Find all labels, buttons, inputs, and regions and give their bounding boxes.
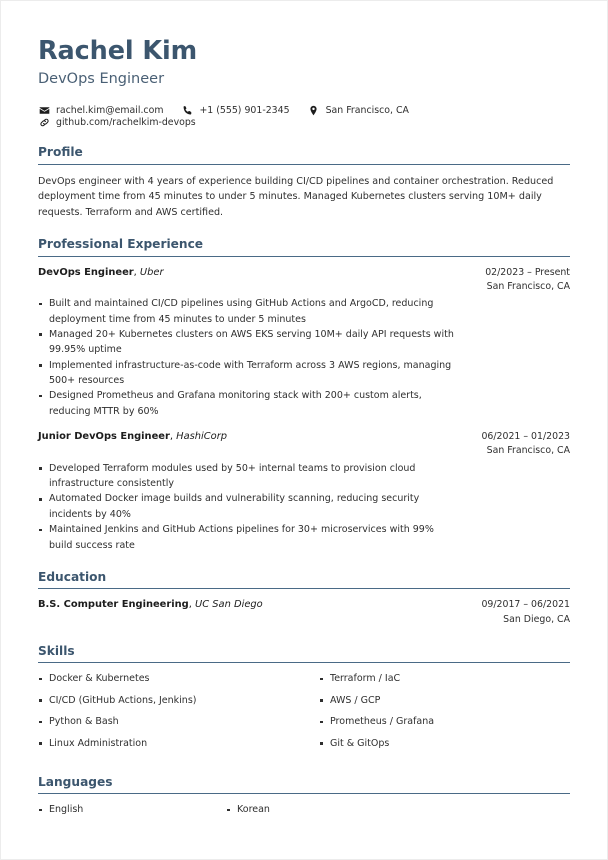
entry-title-block [38,598,481,612]
job-bullets [38,461,458,553]
section-languages [38,775,570,823]
entry-location: San Francisco, CA [486,445,570,457]
entry-separator: , [188,599,196,611]
candidate-name: Rachel Kim [38,36,198,66]
section-experience [38,237,570,553]
contact-item-envelope[interactable] [38,104,163,116]
education-entries [38,598,570,627]
section-title-profile: Profile [38,145,570,164]
job-bullet: Developed Terraform modules used by 50+ internal teams to provision cloud infrastructure consistently [38,461,458,492]
skill-item: Prometheus / Grafana [319,715,570,737]
entry-location: San Diego, CA [503,613,570,625]
entry-separator: , [133,266,140,278]
skill-item: Linux Administration [38,737,319,759]
contact-bar [38,104,570,128]
entry-title [38,598,467,612]
skill-item: Python & Bash [38,715,319,737]
experience-entries [38,266,570,553]
entry-meta [485,266,570,295]
job-bullets [38,296,458,419]
job-bullet: Managed 20+ Kubernetes clusters on AWS EKS serving 10M+ daily API requests with 99.95% uptime [38,327,458,358]
skills-list [38,672,570,758]
language-item: English [38,803,226,823]
profile-text: DevOps engineer with 4 years of experience building CI/CD pipelines and container orchestration. Reduced deployment time from 45 minutes to under 5 minutes. Managed Kubernetes clusters serving 10M+ daily requests. Terraform and AWS certified. [38,175,554,218]
job-company: Uber [139,266,164,278]
map-pin-icon [308,104,320,116]
entry-dates: 02/2023 – Present [485,266,570,278]
entry-title-block [38,430,481,444]
entry-header [38,598,570,627]
job-bullet: Automated Docker image builds and vulnerability scanning, reducing security incidents by 40% [38,491,458,522]
entry-title [38,430,467,444]
degree-name: B.S. Computer Engineering [38,599,189,611]
section-title-experience: Professional Experience [38,237,570,256]
envelope-icon [38,104,50,116]
contact-text: San Francisco, CA [325,104,409,116]
entry-header [38,430,570,459]
entry-dates: 06/2021 – 01/2023 [481,431,570,443]
candidate-headline: DevOps Engineer [38,71,165,88]
school-name: UC San Diego [195,599,263,611]
skill-item: AWS / GCP [319,694,570,716]
education-entry [38,598,570,627]
section-title-education: Education [38,570,570,589]
job-role: DevOps Engineer [38,266,134,278]
contact-item-link[interactable] [38,116,196,128]
contact-text: rachel.kim@email.com [56,104,164,116]
experience-entry [38,430,570,553]
section-skills [38,644,570,758]
contact-text: +1 (555) 901-2345 [199,104,290,116]
phone-icon [181,104,193,116]
language-item: Korean [226,803,570,823]
entry-header [38,266,570,295]
contact-item-phone[interactable] [181,104,289,116]
section-title-skills: Skills [38,644,570,663]
resume-header [38,37,570,128]
skill-item: Terraform / IaC [319,672,570,694]
skill-item: CI/CD (GitHub Actions, Jenkins) [38,694,319,716]
entry-separator: , [169,431,177,443]
link-icon [38,116,50,128]
skill-item: Git & GitOps [319,737,570,759]
entry-title [38,266,471,280]
contact-text: github.com/rachelkim-devops [56,116,196,128]
job-company: HashiCorp [176,431,228,443]
entry-dates: 09/2017 – 06/2021 [481,599,570,611]
job-bullet: Designed Prometheus and Grafana monitoring stack with 200+ custom alerts, reducing MTTR by 60% [38,388,458,419]
contact-item-map-pin[interactable] [308,104,409,116]
experience-entry [38,266,570,420]
section-profile [38,145,570,220]
languages-list [38,803,570,823]
entry-location: San Francisco, CA [486,280,570,292]
job-bullet: Maintained Jenkins and GitHub Actions pipelines for 30+ microservices with 99% build success rate [38,522,458,553]
job-bullet: Implemented infrastructure-as-code with Terraform across 3 AWS regions, managing 500+ resources [38,358,458,389]
entry-title-block [38,266,485,280]
entry-meta [481,598,570,627]
section-education [38,570,570,627]
skill-item: Docker & Kubernetes [38,672,319,694]
entry-meta [481,430,570,459]
section-title-languages: Languages [38,775,570,794]
job-role: Junior DevOps Engineer [38,431,170,443]
job-bullet: Built and maintained CI/CD pipelines using GitHub Actions and ArgoCD, reducing deployment time from 45 minutes to under 5 minutes [38,296,458,327]
